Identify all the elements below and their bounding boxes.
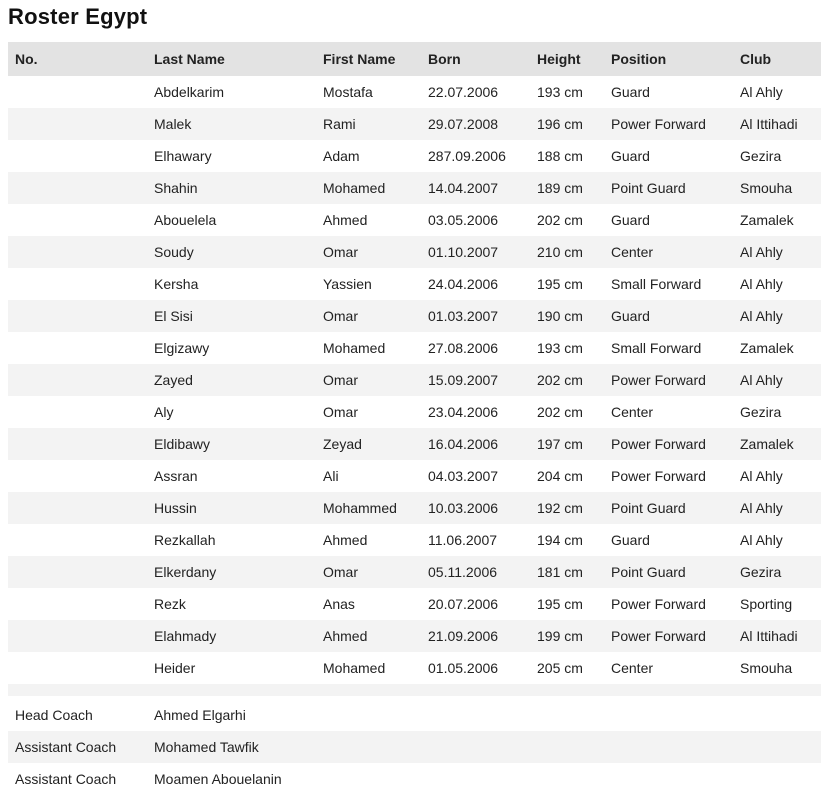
player-first-name: Adam [323,148,360,164]
player-club: Gezira [740,148,782,164]
player-row [8,492,821,524]
player-number [8,556,147,588]
player-born: 03.05.2006 [428,212,499,228]
column-header-club: Club [733,42,821,76]
player-last-name: Elahmady [147,620,316,652]
player-height: 190 cm [530,300,604,332]
player-row [8,204,821,236]
player-position: Center [611,660,654,676]
player-number [8,236,147,268]
player-club: Al Ahly [733,492,821,524]
player-last-name: Rezk [154,596,186,612]
player-row [8,172,821,204]
player-position: Guard [611,148,650,164]
player-height: 204 cm [537,468,583,484]
player-height: 202 cm [530,364,604,396]
player-last-name: Eldibawy [147,428,316,460]
player-position: Point Guard [604,556,733,588]
player-first-name: Anas [323,596,355,612]
player-height: 197 cm [530,428,604,460]
staff-row [8,731,821,763]
player-height: 192 cm [530,492,604,524]
player-last-name: Elgizawy [154,340,210,356]
player-height: 194 cm [537,532,583,548]
player-height: 188 cm [537,148,583,164]
player-first-name: Mohamed [323,340,386,356]
roster-footer-spacer [8,684,821,696]
player-born: 01.03.2007 [421,300,530,332]
player-club: Smouha [733,172,821,204]
player-club: Zamalek [733,428,821,460]
player-born: 14.04.2007 [421,172,530,204]
player-first-name: Ahmed [323,532,368,548]
staff-body [8,699,821,795]
player-position: Guard [611,532,650,548]
staff-row [8,763,821,795]
player-row [8,364,821,396]
player-position: Point Guard [604,492,733,524]
player-number [8,268,147,300]
player-club: Sporting [740,596,793,612]
player-club: Al Ittihadi [733,108,821,140]
player-position: Center [611,404,654,420]
player-position: Power Forward [604,108,733,140]
player-born: 16.04.2006 [421,428,530,460]
player-number [8,588,147,620]
player-first-name: Omar [316,556,421,588]
player-club: Zamalek [740,340,794,356]
staff-role: Assistant Coach [8,731,147,763]
player-number [8,492,147,524]
player-first-name: Zeyad [316,428,421,460]
staff-row [8,699,821,731]
player-last-name: Heider [154,660,196,676]
player-row [8,300,821,332]
player-position: Guard [611,212,650,228]
player-born: 20.07.2006 [428,596,499,612]
column-header-number: No. [8,42,147,76]
player-club: Al Ahly [733,236,821,268]
player-born: 10.03.2006 [421,492,530,524]
player-last-name: Elhawary [154,148,212,164]
player-first-name: Rami [316,108,421,140]
player-number [8,620,147,652]
player-club: Al Ahly [740,276,783,292]
player-row [8,428,821,460]
player-club: Al Ahly [733,300,821,332]
player-first-name: Mostafa [323,84,373,100]
player-club: Zamalek [740,212,794,228]
player-last-name: Soudy [147,236,316,268]
player-first-name: Ali [323,468,339,484]
player-position: Center [604,236,733,268]
player-height: 193 cm [537,340,583,356]
roster-table [8,42,821,696]
player-position: Power Forward [611,596,706,612]
player-first-name: Mohammed [316,492,421,524]
player-row [8,140,821,172]
column-header-born: Born [421,42,530,76]
player-last-name: Shahin [147,172,316,204]
player-club: Al Ahly [740,532,783,548]
player-number [8,332,147,364]
player-number [8,300,147,332]
player-number [8,108,147,140]
player-row [8,556,821,588]
player-number [8,428,147,460]
player-born: 05.11.2006 [421,556,530,588]
player-height: 181 cm [530,556,604,588]
player-first-name: Omar [316,300,421,332]
staff-table [8,699,821,795]
player-number [8,204,147,236]
player-club: Al Ittihadi [733,620,821,652]
player-last-name: Aly [154,404,174,420]
roster-body [8,76,821,696]
column-header-height: Height [530,42,604,76]
column-header-position: Position [604,42,733,76]
player-first-name: Ahmed [316,620,421,652]
player-first-name: Omar [323,404,358,420]
player-club: Gezira [733,556,821,588]
player-height: 189 cm [530,172,604,204]
player-last-name: Kersha [154,276,199,292]
player-number [8,460,147,492]
player-born: 15.09.2007 [421,364,530,396]
roster-header-row [8,42,821,76]
player-last-name: Malek [147,108,316,140]
player-height: 196 cm [530,108,604,140]
player-height: 193 cm [537,84,583,100]
player-height: 195 cm [537,276,583,292]
player-born: 11.06.2007 [428,532,498,548]
player-number [8,396,147,428]
staff-name: Mohamed Tawfik [147,731,821,763]
player-last-name: Abouelela [154,212,217,228]
player-born: 29.07.2008 [421,108,530,140]
player-number [8,76,147,108]
player-position: Small Forward [611,340,702,356]
staff-name: Ahmed Elgarhi [154,707,246,723]
player-last-name: Assran [154,468,198,484]
player-last-name: Rezkallah [154,532,216,548]
staff-role: Head Coach [15,707,93,723]
spacer-cell [8,684,821,696]
player-position: Guard [604,300,733,332]
player-born: 22.07.2006 [428,84,499,100]
staff-name: Moamen Abouelanin [154,771,282,787]
player-row [8,524,821,556]
player-born: 287.09.2006 [428,148,506,164]
player-club: Gezira [740,404,782,420]
player-number [8,172,147,204]
player-number [8,140,147,172]
player-row [8,76,821,108]
player-born: 01.10.2007 [421,236,530,268]
player-first-name: Mohamed [323,660,386,676]
player-number [8,524,147,556]
player-row [8,236,821,268]
column-header-first-name: First Name [316,42,421,76]
player-row [8,108,821,140]
player-first-name: Ahmed [323,212,368,228]
player-last-name: Elkerdany [147,556,316,588]
player-row [8,460,821,492]
player-last-name: El Sisi [147,300,316,332]
player-row [8,268,821,300]
page-title: Roster Egypt [8,4,148,29]
player-height: 205 cm [537,660,583,676]
player-height: 199 cm [530,620,604,652]
player-height: 202 cm [537,212,583,228]
player-row [8,332,821,364]
player-height: 195 cm [537,596,583,612]
player-height: 210 cm [530,236,604,268]
player-born: 04.03.2007 [428,468,499,484]
player-born: 21.09.2006 [421,620,530,652]
player-number [8,364,147,396]
player-position: Guard [611,84,650,100]
player-first-name: Omar [316,364,421,396]
player-first-name: Omar [316,236,421,268]
player-position: Power Forward [611,468,706,484]
player-club: Smouha [740,660,793,676]
player-row [8,588,821,620]
player-club: Al Ahly [740,468,783,484]
player-last-name: Abdelkarim [154,84,225,100]
player-row [8,652,821,684]
player-last-name: Hussin [147,492,316,524]
player-position: Point Guard [604,172,733,204]
player-club: Al Ahly [733,364,821,396]
player-number [8,652,147,684]
player-position: Power Forward [604,620,733,652]
player-born: 23.04.2006 [428,404,499,420]
player-height: 202 cm [537,404,583,420]
player-row [8,396,821,428]
player-first-name: Mohamed [316,172,421,204]
player-last-name: Zayed [147,364,316,396]
staff-role: Assistant Coach [15,771,117,787]
player-first-name: Yassien [323,276,372,292]
player-row [8,620,821,652]
player-born: 27.08.2006 [428,340,499,356]
player-position: Power Forward [604,428,733,460]
player-position: Power Forward [604,364,733,396]
column-header-last-name: Last Name [147,42,316,76]
player-position: Small Forward [611,276,702,292]
player-born: 01.05.2006 [428,660,499,676]
player-club: Al Ahly [740,84,783,100]
player-born: 24.04.2006 [428,276,499,292]
